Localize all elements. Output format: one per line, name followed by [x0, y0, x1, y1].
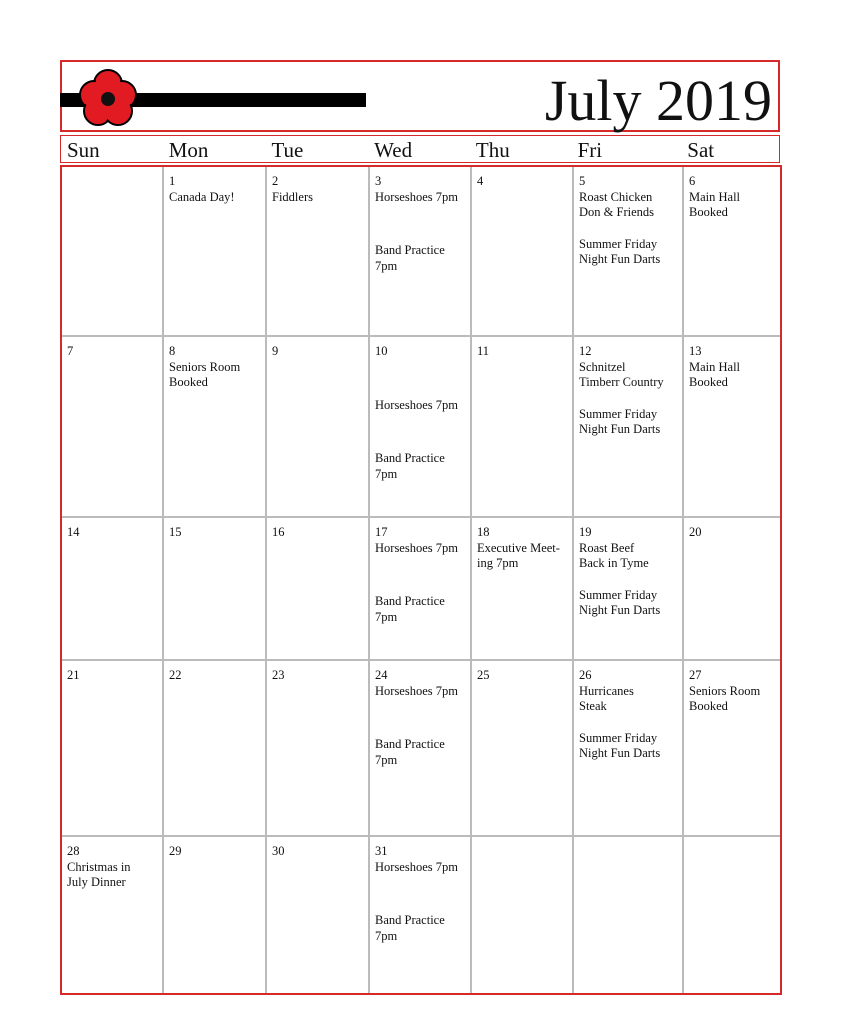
event-text: Hurricanes Steak — [579, 683, 634, 713]
day-number: 24 — [375, 668, 388, 682]
event-text: Executive Meet- ing 7pm — [477, 540, 560, 570]
calendar-header — [60, 60, 780, 132]
calendar-day-cell — [574, 167, 684, 337]
event-text: Horseshoes 7pm — [375, 189, 458, 204]
event-text: Main Hall Booked — [689, 359, 741, 389]
weekday-label: Tue — [271, 138, 304, 162]
day-number: 29 — [169, 844, 182, 858]
spacer — [375, 413, 465, 451]
event-text: Fiddlers — [272, 189, 313, 204]
day-number: 4 — [477, 174, 484, 188]
calendar-day-cell — [267, 837, 370, 995]
event-text: Summer Friday Night Fun Darts — [579, 730, 661, 760]
spacer — [375, 699, 465, 737]
day-number: 12 — [579, 344, 592, 358]
event-text: Seniors Room Booked — [689, 683, 761, 713]
day-number: 23 — [272, 668, 285, 682]
spacer — [375, 556, 465, 594]
calendar-day-cell — [267, 518, 370, 661]
event-text: Christmas in July Dinner — [67, 859, 131, 889]
event-text: Horseshoes 7pm — [375, 397, 458, 412]
day-number: 6 — [689, 174, 696, 188]
calendar-day-cell — [370, 337, 472, 518]
spacer — [579, 572, 677, 588]
day-number: 17 — [375, 525, 388, 539]
event-text: Summer Friday Night Fun Darts — [579, 236, 661, 266]
calendar-day-cell — [574, 661, 684, 837]
calendar-day-cell — [574, 837, 684, 995]
calendar-day-cell — [62, 337, 164, 518]
spacer — [375, 875, 465, 913]
poppy-icon — [78, 68, 138, 128]
day-number: 20 — [689, 525, 702, 539]
day-number: 14 — [67, 525, 80, 539]
day-number: 30 — [272, 844, 285, 858]
event-text: Band Practice 7pm — [375, 913, 445, 943]
event-text: Summer Friday Night Fun Darts — [579, 406, 661, 436]
day-number: 7 — [67, 344, 74, 358]
event-text: Schnitzel Timberr Country — [579, 359, 664, 389]
day-number: 27 — [689, 668, 702, 682]
day-number: 28 — [67, 844, 80, 858]
event-text: Main Hall Booked — [689, 189, 741, 219]
calendar-day-cell — [472, 167, 574, 337]
calendar-day-cell — [370, 661, 472, 837]
calendar-day-cell — [370, 518, 472, 661]
calendar-day-cell — [574, 337, 684, 518]
calendar-day-cell — [472, 837, 574, 995]
event-text: Horseshoes 7pm — [375, 859, 458, 874]
day-number: 31 — [375, 844, 388, 858]
event-text: Band Practice 7pm — [375, 243, 445, 273]
calendar-day-cell — [164, 337, 267, 518]
calendar-day-cell — [267, 337, 370, 518]
day-number: 11 — [477, 344, 490, 358]
day-number: 16 — [272, 525, 285, 539]
page-title: July 2019 — [544, 68, 772, 133]
event-text: Summer Friday Night Fun Darts — [579, 587, 661, 617]
weekday-label: Fri — [577, 138, 603, 162]
calendar-day-cell — [370, 837, 472, 995]
day-number: 26 — [579, 668, 592, 682]
calendar-day-cell — [472, 518, 574, 661]
event-text: Band Practice 7pm — [375, 737, 445, 767]
calendar-day-cell — [62, 167, 164, 337]
calendar-day-cell — [164, 167, 267, 337]
event-text: Roast Beef Back in Tyme — [579, 540, 649, 570]
spacer — [375, 205, 465, 243]
day-number: 2 — [272, 174, 279, 188]
calendar-day-cell — [62, 661, 164, 837]
calendar-day-cell — [164, 837, 267, 995]
weekday-label: Thu — [475, 138, 510, 162]
calendar-day-cell — [267, 167, 370, 337]
calendar-day-cell — [164, 518, 267, 661]
calendar-day-cell — [684, 518, 782, 661]
event-text: Roast Chicken Don & Friends — [579, 189, 654, 219]
day-number: 15 — [169, 525, 182, 539]
event-text: Seniors Room Booked — [169, 359, 241, 389]
calendar-day-cell — [472, 337, 574, 518]
calendar-day-cell — [684, 837, 782, 995]
weekday-label: Wed — [374, 138, 413, 162]
calendar-day-cell — [684, 337, 782, 518]
calendar-day-cell — [684, 661, 782, 837]
day-number: 3 — [375, 174, 382, 188]
day-number: 21 — [67, 668, 80, 682]
day-number: 18 — [477, 525, 490, 539]
weekday-label: Sat — [687, 138, 715, 162]
day-number: 1 — [169, 174, 176, 188]
day-number: 5 — [579, 174, 586, 188]
calendar-day-cell — [164, 661, 267, 837]
calendar-day-cell — [62, 837, 164, 995]
spacer — [375, 360, 465, 398]
weekday-label: Mon — [168, 138, 209, 162]
calendar-grid — [60, 165, 782, 995]
calendar-day-cell — [267, 661, 370, 837]
day-number: 10 — [375, 344, 388, 358]
spacer — [579, 221, 677, 237]
weekday-label: Sun — [67, 138, 100, 162]
day-number: 8 — [169, 344, 176, 358]
event-text: Band Practice 7pm — [375, 451, 445, 481]
event-text: Horseshoes 7pm — [375, 540, 458, 555]
event-text: Band Practice 7pm — [375, 594, 445, 624]
day-number: 19 — [579, 525, 592, 539]
spacer — [579, 391, 677, 407]
event-text: Canada Day! — [169, 189, 235, 204]
day-number: 9 — [272, 344, 279, 358]
day-number: 13 — [689, 344, 702, 358]
calendar-day-cell — [370, 167, 472, 337]
calendar-day-cell — [574, 518, 684, 661]
day-number: 22 — [169, 668, 182, 682]
event-text: Horseshoes 7pm — [375, 683, 458, 698]
calendar-day-cell — [684, 167, 782, 337]
calendar-day-cell — [62, 518, 164, 661]
calendar-day-cell — [472, 661, 574, 837]
weekday-header-row — [60, 135, 780, 163]
spacer — [579, 715, 677, 731]
day-number: 25 — [477, 668, 490, 682]
